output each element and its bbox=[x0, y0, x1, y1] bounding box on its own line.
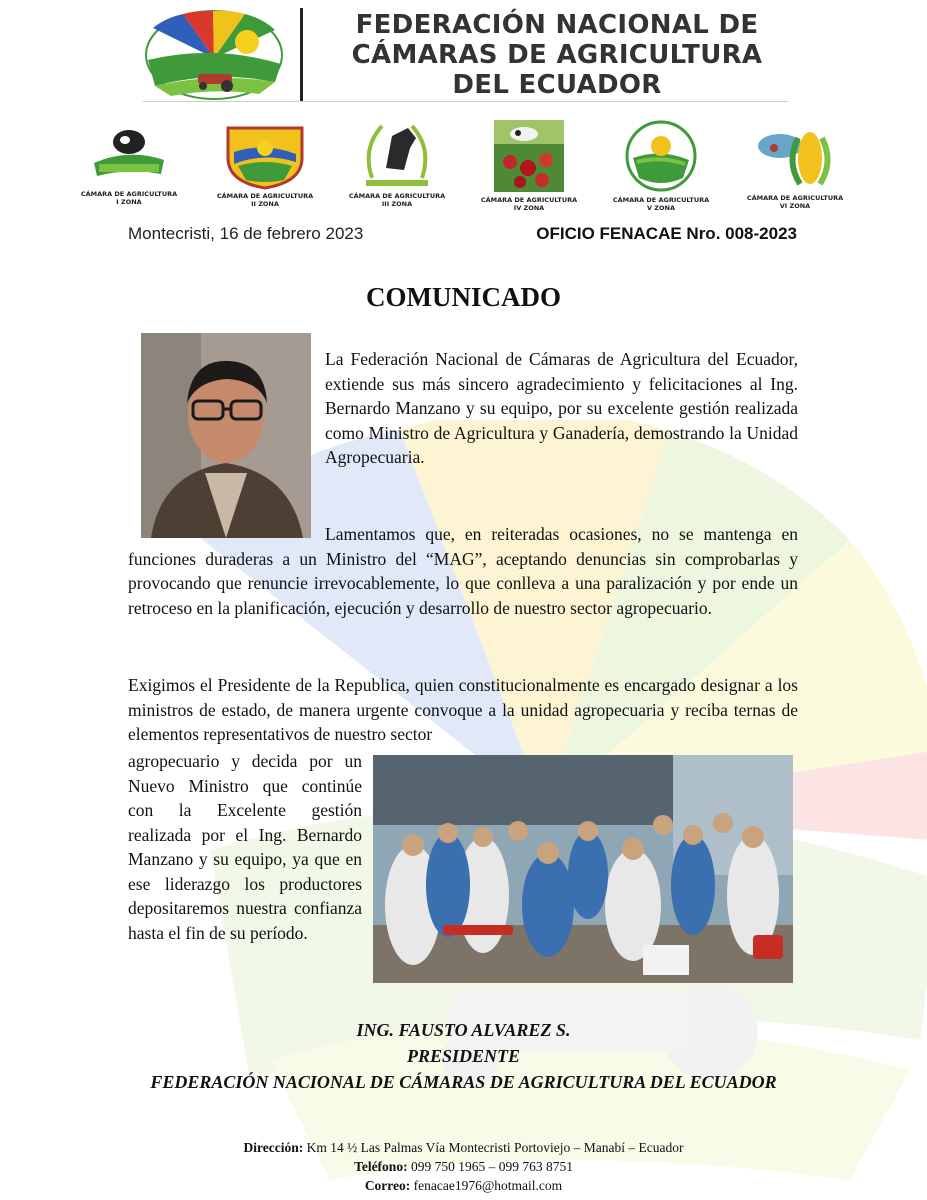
title-line-3: DEL ECUADOR bbox=[452, 70, 662, 100]
phone-value: 099 750 1965 – 099 763 8751 bbox=[410, 1159, 573, 1174]
chamber-zone-1-label: CÁMARA DE AGRICULTURA bbox=[80, 190, 178, 198]
chamber-zone-1 bbox=[64, 118, 194, 206]
document-heading: COMUNICADO bbox=[366, 282, 561, 312]
chamber-zone-1-logo bbox=[89, 118, 169, 188]
organization-title bbox=[322, 10, 792, 100]
signature-organization: FEDERACIÓN NACIONAL DE CÁMARAS DE AGRICULTURA DEL ECUADOR bbox=[150, 1072, 777, 1092]
chamber-zone-4-zone: IV ZONA bbox=[513, 204, 545, 212]
chamber-zone-6 bbox=[730, 118, 860, 210]
footer-address bbox=[0, 1138, 927, 1157]
minister-portrait bbox=[141, 333, 311, 538]
group-photo bbox=[373, 755, 793, 983]
paragraph-3: Exigimos el Presidente de la Republica, quien constitucionalmente es encargado designar a los ministros de estado, de manera urgente convoque a la unidad agropecuaria y reciba ternas de elementos representativos de nuestro sector bbox=[128, 675, 798, 744]
footer-phone bbox=[0, 1157, 927, 1176]
paragraph-1: La Federación Nacional de Cámaras de Agricultura del Ecuador, extiende sus más sincero agradecimiento y felicitaciones al Ing. Bernardo Manzano y su equipo, por su excelente gestión realizada como Ministro de Agricultura y Ganadería, demostrando la Unidad Agropecuaria. bbox=[325, 349, 798, 467]
chamber-zone-3 bbox=[332, 118, 462, 208]
address-value: Km 14 ½ Las Palmas Vía Montecristi Portoviejo – Manabí – Ecuador bbox=[306, 1140, 684, 1155]
chamber-zone-2-zone: II ZONA bbox=[251, 200, 279, 208]
title-line-2: CÁMARAS DE AGRICULTURA bbox=[351, 40, 763, 70]
signature-name: ING. FAUSTO ALVAREZ S. bbox=[356, 1020, 571, 1040]
chamber-zone-5-zone: V ZONA bbox=[646, 204, 675, 212]
chamber-zone-2-label: CÁMARA DE AGRICULTURA bbox=[216, 192, 314, 200]
fenacae-logo bbox=[143, 8, 285, 102]
footer-email bbox=[0, 1176, 927, 1195]
header-divider bbox=[300, 8, 303, 102]
phone-label: Teléfono: bbox=[354, 1159, 408, 1174]
paragraph-4: agropecuario y decida por un Nuevo Ministro que continúe con la Excelente gestión realizada por el Ing. Bernardo Manzano y su equipo, ya que en ese liderazgo los productores depositaremos nuestra confianza hasta el fin de su período. bbox=[128, 751, 362, 943]
letter-date: Montecristi, 16 de febrero 2023 bbox=[128, 224, 364, 243]
chamber-zone-3-logo bbox=[352, 118, 442, 190]
email-label: Correo: bbox=[364, 1178, 411, 1193]
signature-role: PRESIDENTE bbox=[406, 1046, 521, 1066]
header-rule bbox=[143, 101, 788, 102]
chamber-zone-5-label: CÁMARA DE AGRICULTURA bbox=[612, 196, 710, 204]
chamber-zone-3-zone: III ZONA bbox=[381, 200, 413, 208]
chamber-zone-4-logo bbox=[492, 118, 566, 194]
chamber-zone-5 bbox=[596, 118, 726, 212]
chamber-zone-1-zone: I ZONA bbox=[116, 198, 142, 206]
chamber-zone-2-logo bbox=[220, 118, 310, 190]
chamber-zone-2 bbox=[200, 118, 330, 208]
title-line-1: FEDERACIÓN NACIONAL DE bbox=[355, 10, 759, 40]
chamber-zone-5-logo bbox=[623, 118, 699, 194]
address-label: Dirección: bbox=[243, 1140, 304, 1155]
chamber-zone-4-label: CÁMARA DE AGRICULTURA bbox=[480, 196, 578, 204]
email-value[interactable]: fenacae1976@hotmail.com bbox=[413, 1178, 563, 1193]
oficio-reference: OFICIO FENACAE Nro. 008-2023 bbox=[536, 224, 797, 243]
chamber-zone-6-zone: VI ZONA bbox=[779, 202, 811, 210]
paragraph-2: Lamentamos que, en reiteradas ocasiones, no se mantenga en funciones duraderas a un Ministro del “MAG”, aceptando denuncias sin comprobarlas y provocando que renuncie irrevocablemente, lo que conlleva a una paralización y por ende un retroceso en la planificación, ejecución y desarrollo de nuestro sector agropecuario. bbox=[128, 524, 798, 618]
chamber-zone-4 bbox=[464, 118, 594, 212]
chamber-zone-6-logo bbox=[750, 118, 840, 192]
chamber-zone-6-label: CÁMARA DE AGRICULTURA bbox=[746, 194, 844, 202]
chamber-zone-3-label: CÁMARA DE AGRICULTURA bbox=[348, 192, 446, 200]
